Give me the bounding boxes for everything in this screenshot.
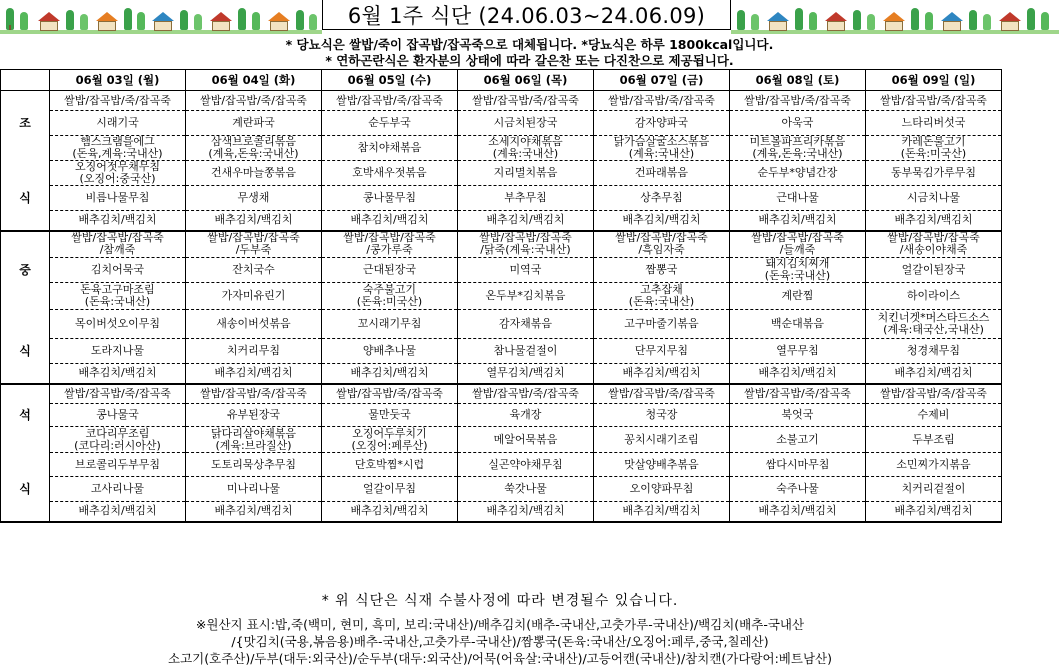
menu-item: 배추김치/백김치 xyxy=(594,364,730,384)
village-illustration-right xyxy=(731,0,1059,34)
menu-item: 치커리무침 xyxy=(186,339,322,364)
menu-item: 소민찌가지볶음 xyxy=(866,453,1002,477)
origin-line: /{맛김치(국용,볶음용)배추-국내산,고춧가루-국내산)/짬뽕국(돈육:국내산/오징어:페루,중국,칠레산) xyxy=(231,634,769,649)
menu-item: 청국장 xyxy=(594,404,730,427)
meal-label: 조 xyxy=(1,111,50,136)
menu-item: 꽁치시래기조림 xyxy=(594,427,730,453)
day-header: 06월 05일 (수) xyxy=(322,70,458,91)
menu-item: 돈육고구마조림 (돈육:국내산) xyxy=(50,283,186,310)
menu-item: 쌀밥/잡곡밥/죽/잡곡죽 xyxy=(730,384,866,404)
menu-item: 꼬시래기무침 xyxy=(322,310,458,339)
meal-label: 식 xyxy=(1,339,50,364)
menu-item: 쌀밥/잡곡밥/죽/잡곡죽 xyxy=(594,384,730,404)
menu-item: 콩나물무침 xyxy=(322,186,458,211)
menu-item: 배추김치/백김치 xyxy=(50,364,186,384)
menu-item: 동부묵김가루무침 xyxy=(866,161,1002,186)
meal-label xyxy=(1,364,50,384)
menu-item: 시래기국 xyxy=(50,111,186,136)
meal-label xyxy=(1,453,50,477)
menu-item: 배추김치/백김치 xyxy=(322,502,458,522)
meal-label xyxy=(1,231,50,258)
menu-item: 쌀밥/잡곡밥/죽/잡곡죽 xyxy=(186,384,322,404)
menu-item: 청경채무침 xyxy=(866,339,1002,364)
menu-item: 육개장 xyxy=(458,404,594,427)
menu-item: 숙주나물 xyxy=(730,477,866,502)
diabetes-note: * 당뇨식은 쌀밥/죽이 잡곡밥/잡곡죽으로 대체됩니다. *당뇨식은 하루 1800kcal입니다. xyxy=(285,37,774,52)
menu-item: 돼지김치찌개 (돈육:국내산) xyxy=(730,258,866,283)
menu-item: 배추김치/백김치 xyxy=(322,364,458,384)
menu-item: 쌀밥/잡곡밥/죽/잡곡죽 xyxy=(50,384,186,404)
menu-row xyxy=(1,477,1002,502)
menu-item: 아욱국 xyxy=(730,111,866,136)
menu-item: 배추김치/백김치 xyxy=(594,502,730,522)
menu-item: 열무김치/백김치 xyxy=(458,364,594,384)
menu-item: 목이버섯오이무침 xyxy=(50,310,186,339)
menu-item: 쌀밥/잡곡밥/죽/잡곡죽 xyxy=(866,91,1002,111)
menu-item: 소불고기 xyxy=(730,427,866,453)
menu-item: 배추김치/백김치 xyxy=(458,502,594,522)
menu-item: 닭다리살야채볶음 (계육:브라질산) xyxy=(186,427,322,453)
village-illustration-left xyxy=(0,0,322,34)
menu-item: 쌀밥/잡곡밥/잡곡죽 /들깨죽 xyxy=(730,231,866,258)
menu-row xyxy=(1,364,1002,384)
menu-item: 열무무침 xyxy=(730,339,866,364)
weekly-menu-table xyxy=(0,69,1002,523)
menu-item: 소세지야채볶음 (계육:국내산) xyxy=(458,136,594,161)
menu-item: 실곤약야채무침 xyxy=(458,453,594,477)
meal-label xyxy=(1,211,50,231)
dysphagia-note: * 연하곤란식은 환자분의 상태에 따라 갈은찬 또는 다진찬으로 제공됩니다. xyxy=(325,53,734,68)
menu-item: 메알어묵볶음 xyxy=(458,427,594,453)
house-icon xyxy=(883,12,905,31)
menu-item: 쌀밥/잡곡밥/잡곡죽 /닭죽(계육:국내산) xyxy=(458,231,594,258)
menu-item: 건파래볶음 xyxy=(594,161,730,186)
menu-item: 배추김치/백김치 xyxy=(458,211,594,231)
meal-label xyxy=(1,161,50,186)
menu-item: 햄스크램블에그 (돈육,계육:국내산) xyxy=(50,136,186,161)
menu-item: 치커리겉절이 xyxy=(866,477,1002,502)
menu-item: 근대된장국 xyxy=(322,258,458,283)
menu-item: 콩나물국 xyxy=(50,404,186,427)
menu-item: 참나물겉절이 xyxy=(458,339,594,364)
menu-item: 순두부*양념간장 xyxy=(730,161,866,186)
menu-item: 고구마줄기볶음 xyxy=(594,310,730,339)
menu-item: 북엇국 xyxy=(730,404,866,427)
menu-item: 단호박찜*시럽 xyxy=(322,453,458,477)
meal-label xyxy=(1,427,50,453)
menu-item: 배추김치/백김치 xyxy=(50,502,186,522)
menu-row xyxy=(1,161,1002,186)
menu-row xyxy=(1,91,1002,111)
origin-line: 소고기(호주산)/두부(대두:외국산)/순두부(대두:외국산)/어묵(어육살:국내산)/고등어캔(국내산)/참치캔(가다랑어:베트남산) xyxy=(168,651,832,666)
menu-row xyxy=(1,136,1002,161)
house-icon xyxy=(825,12,847,31)
house-icon xyxy=(38,12,60,31)
house-icon xyxy=(152,12,174,31)
header-banner xyxy=(0,0,1059,34)
menu-row xyxy=(1,258,1002,283)
house-icon xyxy=(96,12,118,31)
origin-line: ※원산지 표시:밥,죽(백미, 현미, 흑미, 보리:국내산)/배추김치(배추-국내산,고춧가루-국내산)/백김치(배추-국내산 xyxy=(195,617,805,632)
menu-item: 고추잡채 (돈육:국내산) xyxy=(594,283,730,310)
menu-row xyxy=(1,310,1002,339)
menu-item: 오이양파무침 xyxy=(594,477,730,502)
menu-item: 배추김치/백김치 xyxy=(186,211,322,231)
menu-item: 브로콜리두부무침 xyxy=(50,453,186,477)
meal-label xyxy=(1,91,50,111)
menu-item: 쑥갓나물 xyxy=(458,477,594,502)
menu-item: 카레돈불고기 (돈육:미국산) xyxy=(866,136,1002,161)
menu-item: 배추김치/백김치 xyxy=(50,211,186,231)
day-header: 06월 06일 (목) xyxy=(458,70,594,91)
menu-item: 삼색브로콜리볶음 (계육,돈육:국내산) xyxy=(186,136,322,161)
menu-item: 부추무침 xyxy=(458,186,594,211)
meal-label xyxy=(1,310,50,339)
menu-item: 배추김치/백김치 xyxy=(730,364,866,384)
menu-item: 상추무침 xyxy=(594,186,730,211)
menu-row xyxy=(1,453,1002,477)
menu-item: 배추김치/백김치 xyxy=(730,211,866,231)
meal-label: 중 xyxy=(1,258,50,283)
house-icon xyxy=(268,12,290,31)
menu-item: 쌀밥/잡곡밥/죽/잡곡죽 xyxy=(594,91,730,111)
menu-item: 지리멸치볶음 xyxy=(458,161,594,186)
menu-item: 배추김치/백김치 xyxy=(322,211,458,231)
menu-item: 쌀밥/잡곡밥/죽/잡곡죽 xyxy=(730,91,866,111)
house-icon xyxy=(999,12,1021,31)
day-header: 06월 03일 (월) xyxy=(50,70,186,91)
menu-item: 하이라이스 xyxy=(866,283,1002,310)
corner-cell xyxy=(1,70,50,91)
menu-item: 쌀밥/잡곡밥/잡곡죽 /새송이야채죽 xyxy=(866,231,1002,258)
house-icon xyxy=(767,12,789,31)
menu-row xyxy=(1,339,1002,364)
menu-item: 호박새우젓볶음 xyxy=(322,161,458,186)
menu-row xyxy=(1,283,1002,310)
menu-row xyxy=(1,111,1002,136)
menu-item: 배추김치/백김치 xyxy=(186,364,322,384)
menu-item: 쌀밥/잡곡밥/죽/잡곡죽 xyxy=(322,384,458,404)
menu-item: 쌀밥/잡곡밥/죽/잡곡죽 xyxy=(322,91,458,111)
menu-item: 쌈다시마무침 xyxy=(730,453,866,477)
menu-row xyxy=(1,404,1002,427)
menu-item: 오징어두루치기 (오징어:페루산) xyxy=(322,427,458,453)
menu-item: 배추김치/백김치 xyxy=(594,211,730,231)
menu-row xyxy=(1,211,1002,231)
menu-item: 배추김치/백김치 xyxy=(730,502,866,522)
menu-item: 치킨너겟*머스타드소스 (계육:태국산,국내산) xyxy=(866,310,1002,339)
meal-label xyxy=(1,502,50,522)
menu-item: 계란파국 xyxy=(186,111,322,136)
menu-item: 수제비 xyxy=(866,404,1002,427)
menu-item: 미역국 xyxy=(458,258,594,283)
menu-item: 가자미유린기 xyxy=(186,283,322,310)
menu-item: 쌀밥/잡곡밥/죽/잡곡죽 xyxy=(458,384,594,404)
meal-label: 식 xyxy=(1,186,50,211)
menu-row xyxy=(1,427,1002,453)
menu-item: 두부조림 xyxy=(866,427,1002,453)
menu-row xyxy=(1,231,1002,258)
menu-row xyxy=(1,384,1002,404)
meal-label xyxy=(1,384,50,404)
menu-item: 얼갈이무침 xyxy=(322,477,458,502)
menu-item: 배추김치/백김치 xyxy=(866,211,1002,231)
meal-label xyxy=(1,136,50,161)
house-icon xyxy=(941,12,963,31)
menu-item: 미트볼파프리카볶음 (계육,돈육:국내산) xyxy=(730,136,866,161)
meal-label xyxy=(1,283,50,310)
menu-item: 무생채 xyxy=(186,186,322,211)
menu-item: 비름나물무침 xyxy=(50,186,186,211)
menu-item: 쌀밥/잡곡밥/잡곡죽 /참깨죽 xyxy=(50,231,186,258)
menu-item: 쌀밥/잡곡밥/죽/잡곡죽 xyxy=(458,91,594,111)
menu-item: 계란찜 xyxy=(730,283,866,310)
menu-item: 근대나물 xyxy=(730,186,866,211)
meal-label: 식 xyxy=(1,477,50,502)
meal-label: 석 xyxy=(1,404,50,427)
house-icon xyxy=(210,12,232,31)
menu-row xyxy=(1,502,1002,522)
menu-item: 양배추나물 xyxy=(322,339,458,364)
day-header: 06월 08일 (토) xyxy=(730,70,866,91)
menu-item: 도라지나물 xyxy=(50,339,186,364)
menu-item: 참치야채볶음 xyxy=(322,136,458,161)
menu-item: 건새우마늘쫑볶음 xyxy=(186,161,322,186)
day-header: 06월 09일 (일) xyxy=(866,70,1002,91)
menu-item: 물만둣국 xyxy=(322,404,458,427)
day-header: 06월 07일 (금) xyxy=(594,70,730,91)
menu-item: 배추김치/백김치 xyxy=(866,364,1002,384)
menu-row xyxy=(1,186,1002,211)
menu-item: 시금치된장국 xyxy=(458,111,594,136)
menu-item: 닭가슴살굴소스볶음 (계육:국내산) xyxy=(594,136,730,161)
menu-item: 쌀밥/잡곡밥/죽/잡곡죽 xyxy=(50,91,186,111)
menu-body xyxy=(1,91,1002,522)
menu-item: 새송이버섯볶음 xyxy=(186,310,322,339)
page-title: 6월 1주 식단 (24.06.03~24.06.09) xyxy=(322,0,731,30)
menu-item: 시금치나물 xyxy=(866,186,1002,211)
menu-item: 쌀밥/잡곡밥/잡곡죽 /콩가루죽 xyxy=(322,231,458,258)
menu-item: 온두부*김치볶음 xyxy=(458,283,594,310)
change-notice: * 위 식단은 식재 수불사정에 따라 변경될수 있습니다. xyxy=(321,593,679,609)
menu-item: 김치어묵국 xyxy=(50,258,186,283)
menu-item: 감자양파국 xyxy=(594,111,730,136)
menu-item: 숙주불고기 (돈육:미국산) xyxy=(322,283,458,310)
menu-item: 쌀밥/잡곡밥/죽/잡곡죽 xyxy=(186,91,322,111)
menu-item: 쌀밥/잡곡밥/죽/잡곡죽 xyxy=(866,384,1002,404)
menu-item: 얼갈이된장국 xyxy=(866,258,1002,283)
menu-item: 백순대볶음 xyxy=(730,310,866,339)
menu-item: 유부된장국 xyxy=(186,404,322,427)
menu-item: 미나리나물 xyxy=(186,477,322,502)
menu-item: 도토리묵상추무침 xyxy=(186,453,322,477)
day-header: 06월 04일 (화) xyxy=(186,70,322,91)
menu-item: 쌀밥/잡곡밥/잡곡죽 /두부죽 xyxy=(186,231,322,258)
menu-item: 맛살양배추볶음 xyxy=(594,453,730,477)
menu-item: 배추김치/백김치 xyxy=(186,502,322,522)
menu-item: 순두부국 xyxy=(322,111,458,136)
menu-item: 쌀밥/잡곡밥/잡곡죽 /흑임자죽 xyxy=(594,231,730,258)
menu-item: 감자채볶음 xyxy=(458,310,594,339)
menu-item: 오징어젓무채무침 (오징어:중국산) xyxy=(50,161,186,186)
menu-item: 배추김치/백김치 xyxy=(866,502,1002,522)
menu-item: 느타리버섯국 xyxy=(866,111,1002,136)
menu-item: 코다리무조림 (코다리:러시아산) xyxy=(50,427,186,453)
menu-item: 짬뽕국 xyxy=(594,258,730,283)
menu-item: 고사리나물 xyxy=(50,477,186,502)
menu-item: 잔치국수 xyxy=(186,258,322,283)
day-header-row xyxy=(1,70,1002,91)
menu-item: 단무지무침 xyxy=(594,339,730,364)
